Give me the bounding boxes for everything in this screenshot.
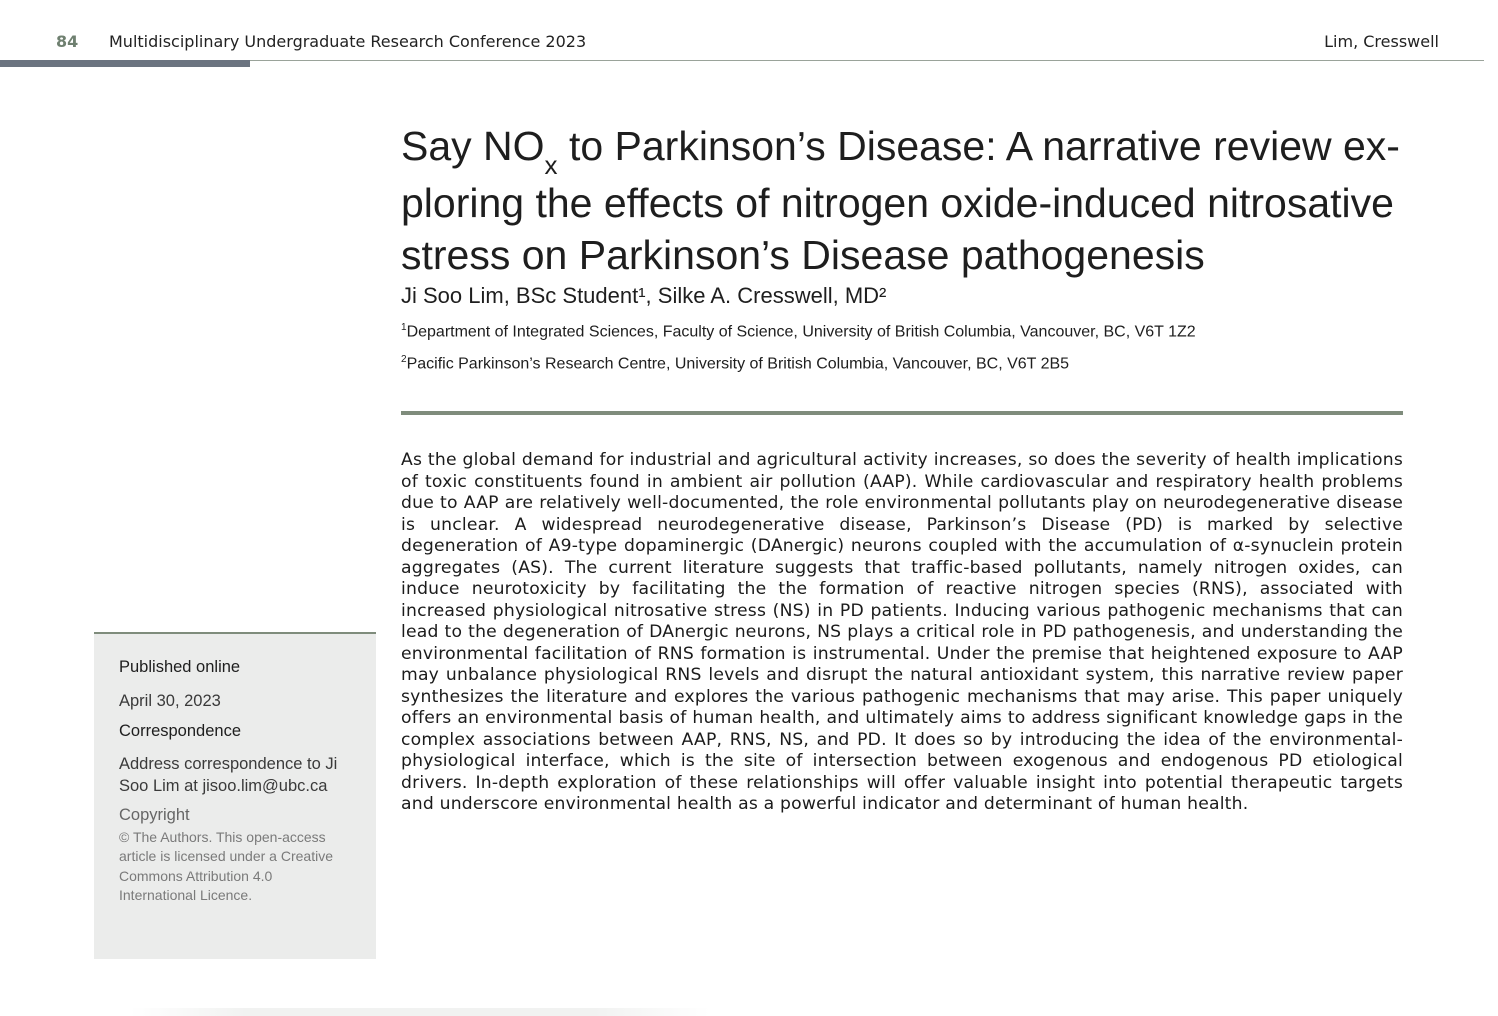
author-list: Ji Soo Lim, BSc Student¹, Silke A. Cresswell, MD² — [401, 283, 887, 308]
article-title — [401, 120, 1411, 281]
title-line-3: stress on Parkinson’s Disease pathogenesis — [401, 232, 1205, 278]
running-head — [0, 0, 1498, 70]
affiliation-2-text: Pacific Parkinson’s Research Centre, University of British Columbia, Vancouver, BC, V6T 2B5 — [406, 355, 1070, 373]
title-line-1: to Parkinson’s Disease: A narrative review ex- — [557, 123, 1400, 169]
correspondence-text: Address correspondence to Ji Soo Lim at jisoo.lim@ubc.ca — [119, 755, 338, 795]
header-accent-bar — [0, 60, 250, 67]
title-start: Say NO — [401, 123, 545, 169]
running-head-authors: Lim, Cresswell — [1324, 32, 1439, 51]
affiliation-1 — [401, 322, 1196, 341]
copyright-text: © The Authors. This open-access article is licensed under a Creative Commons Attribution 4.0 International Licence. — [119, 829, 333, 903]
journal-name: Multidisciplinary Undergraduate Research Conference 2023 — [109, 32, 587, 51]
affiliation-1-text: Department of Integrated Sciences, Faculty of Science, University of British Columbia, Vancouver, BC, V6T 1Z2 — [406, 323, 1196, 341]
correspondence-label: Correspondence — [119, 722, 241, 740]
affiliation-2-mark: 2 — [401, 354, 407, 365]
title-subscript: x — [544, 150, 558, 180]
affiliation-1-mark: 1 — [401, 322, 407, 333]
copyright-label: Copyright — [119, 806, 190, 824]
page-number: 84 — [56, 32, 79, 51]
abstract: As the global demand for industrial and agricultural activity increases, so does the severity of health implications of toxic constituents found in ambient air pollution (AAP). While cardiovascular and respiratory health problems due to AAP are relatively well-documented, the role environmental pollutants play on neurodegenerative disease is unclear. A widespread neurodegenerative disease, Parkinson’s Disease (PD) is marked by selective degeneration of A9-type dopaminergic (DAnergic) neurons coupled with the accumulation of α-synuclein protein aggregates (AS). The current literature suggests that traffic-based pollutants, namely nitrogen oxides, can induce neurotoxicity by facilitating the the formation of reactive nitrogen species (RNS), associated with increased physiological nitrosative stress (NS) in PD patients. Inducing various pathogenic mechanisms that can lead to the degeneration of DAnergic neurons, NS plays a critical role in PD pathogenesis, and understanding the environmental facilitation of RNS formation is instrumental. Under the premise that heightened exposure to AAP may unbalance physiological RNS levels and disrupt the natural antioxidant system, this narrative review paper synthesizes the literature and explores the various pathogenic mechanisms that may arise. This paper uniquely offers an environmental basis of human health, and ultimately aims to address significant knowledge gaps in the complex associations between AAP, RNS, NS, and PD. It does so by introducing the idea of the environmental-physiological interface, which is the site of intersection between exogenous and endogenous PD etiological drivers. In-depth exploration of these relationships will offer valuable insight into potential therapeutic targets and underscore environmental health as a powerful indicator and determinant of human health. — [401, 450, 1403, 815]
published-date: April 30, 2023 — [119, 692, 221, 710]
page-bottom-shade — [130, 1008, 710, 1016]
affiliation-2 — [401, 354, 1069, 373]
article-info-sidebar — [94, 632, 376, 959]
published-label: Published online — [119, 658, 241, 676]
title-line-2: ploring the effects of nitrogen oxide-induced nitrosative — [401, 180, 1394, 226]
section-divider — [401, 411, 1403, 415]
